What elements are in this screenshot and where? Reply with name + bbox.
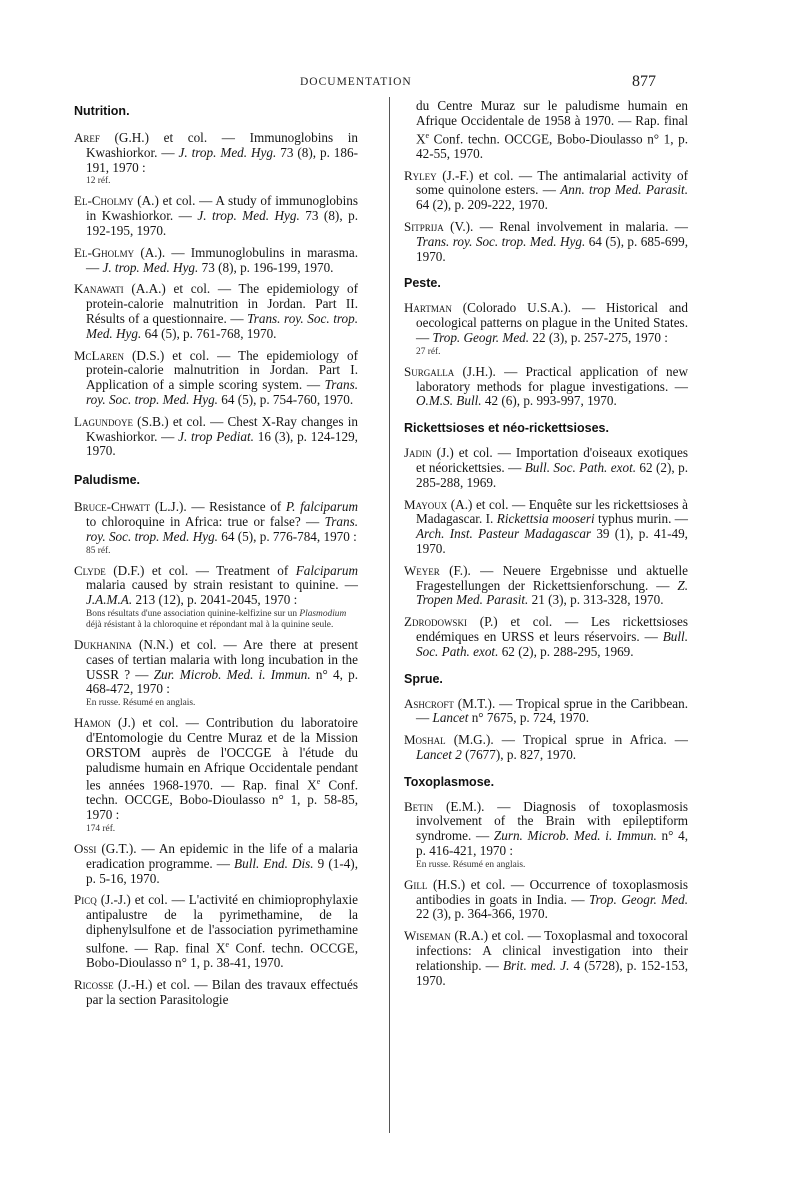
entry-citation: 22 (3), p. 257-275, 1970 :: [529, 329, 668, 345]
entry-journal: Trans. roy. Soc. trop. Med. Hyg.: [416, 233, 586, 249]
bibliography-entry: [404, 169, 688, 213]
peste-entries: [404, 301, 688, 409]
entry-journal: Trans. roy. Soc. trop. Med. Hyg.: [86, 310, 359, 341]
entry-note-italic: Plasmodium: [299, 608, 347, 619]
bibliography-entry: [74, 638, 358, 709]
entry-citation: 73 (8), p. 186-191, 1970 :: [86, 144, 358, 175]
bibliography-entry: [74, 131, 358, 187]
bibliography-entry: [404, 365, 688, 409]
section-heading-paludisme: Paludisme.: [74, 473, 140, 488]
entry-journal: Bull. Soc. Path. exot.: [524, 459, 637, 475]
entry-author: Ryley: [404, 167, 437, 183]
entry-journal: Brit. med. J.: [502, 957, 570, 973]
entry-text: (J.-H.) et col. — Bilan des travaux effectués par la section Parasitologie: [86, 976, 358, 1007]
entry-text: (A.) et col. — A study of immunoglobins in Kwashiorkor. —: [86, 193, 358, 224]
bibliography-entry: [74, 415, 358, 459]
bibliography-entry: [74, 194, 358, 238]
section-heading-toxoplasmose: Toxoplasmose.: [404, 774, 495, 789]
entry-text: (S.B.) et col. — Chest X-Ray changes in Kwashiorkor. —: [86, 413, 358, 444]
bibliography-entry: [404, 800, 688, 871]
entry-journal: J. trop. Med. Hyg.: [178, 144, 277, 160]
bibliography-entry: [74, 842, 358, 886]
entry-citation: 39 (1), p. 41-49, 1970.: [416, 526, 688, 556]
entry-citation: 4 (5728), p. 152-153, 1970.: [416, 957, 688, 988]
entry-note: 174 réf.: [86, 824, 116, 835]
entry-author: Bruce-Chwatt: [74, 499, 151, 515]
entry-citation: (7677), p. 827, 1970.: [461, 746, 577, 762]
entry-author: Hamon: [74, 715, 111, 731]
left-column: [74, 104, 358, 1014]
entry-note-text: Bons résultats d'une association quinine-kelfizine sur un: [86, 608, 300, 619]
entry-author: Dukhanina: [74, 636, 132, 652]
bibliography-entry: [74, 564, 358, 631]
entry-journal: O.M.S. Bull.: [416, 393, 482, 409]
entry-text: typhus murin. —: [594, 511, 688, 527]
entry-citation: 64 (2), p. 209-222, 1970.: [416, 197, 548, 213]
continued-text-a: du Centre Muraz sur le paludisme humain en Afrique Occidentale de 1958 à 1970. — Rap. final X: [416, 98, 688, 146]
entry-author: Hartman: [404, 300, 452, 316]
entry-citation: Conf. techn. OCCGE, Bobo-Dioulasso n° 1, p. 58-85, 1970 :: [86, 777, 359, 823]
entry-text: (E.M.). — Diagnosis of toxoplasmosis involvement of the Brain with epileptiform syndrome. —: [416, 798, 688, 844]
entry-journal: Zurn. Microb. Med. i. Immun.: [493, 828, 657, 844]
entry-text: (J.-F.) et col. — The antimalarial activity of some quinolone esters. —: [416, 167, 688, 198]
entry-author: McLaren: [74, 347, 125, 363]
entry-author: Surgalla: [404, 363, 455, 379]
right-column: [404, 99, 688, 995]
page-number: 877: [632, 73, 656, 90]
entry-citation: Conf. techn. OCCGE, Bobo-Dioulasso n° 1, p. 38-41, 1970.: [86, 940, 358, 971]
bibliography-entry: [404, 301, 688, 357]
entry-journal: Arch. Inst. Pasteur Madagascar: [416, 526, 592, 542]
entry-citation: 73 (8), p. 196-199, 1970.: [198, 259, 334, 275]
entry-note: En russe. Résumé en anglais.: [86, 698, 196, 709]
bibliography-entry: [74, 349, 358, 408]
entry-citation: 42 (6), p. 993-997, 1970.: [481, 393, 617, 409]
entry-journal: Ann. trop Med. Parasit.: [560, 182, 688, 198]
superscript: e: [425, 130, 430, 140]
bibliography-entry: [404, 615, 688, 659]
entry-text: (L.J.). — Resistance of: [150, 499, 286, 515]
entry-author: Betin: [404, 798, 434, 814]
entry-title-italic: Rickettsia mooseri: [496, 511, 595, 527]
column-divider: [389, 97, 390, 1133]
entry-text: to chloroquine in Africa: true or false? —: [86, 513, 325, 529]
entry-text: (J.) et col. — Contribution du laboratoire d'Entomologie du Centre Muraz et de la Mission ORSTOM auprès de l'OCCGE à l'étude du paludisme humain en Afrique Occidentale pendant les années 1968-1970. — Rap. final X: [86, 715, 358, 793]
entry-author: El-Cholmy: [74, 193, 134, 209]
entry-journal: Trans. roy. Soc. trop. Med. Hyg.: [86, 513, 358, 544]
rickettsioses-entries: [404, 446, 688, 659]
entry-journal: Bull. End. Dis.: [234, 855, 314, 871]
entry-text: (J.-J.) et col. — L'activité en chimioprophylaxie antipalustre de la pyrimethamine, de la diphenylsulfone et de l'association pyrimethamine sulfone. — Rap. final X: [86, 892, 358, 956]
entry-author: El-Gholmy: [74, 244, 135, 260]
entry-journal: Trans. roy. Soc. trop. Med. Hyg.: [86, 377, 358, 407]
entry-text: malaria caused by strain resistant to quinine. —: [86, 577, 358, 593]
entry-author: Clyde: [74, 562, 106, 578]
section-heading-peste: Peste.: [404, 276, 441, 291]
entry-note: 27 réf.: [416, 346, 441, 357]
bibliography-entry: [74, 282, 358, 341]
bibliography-entry: [74, 893, 358, 970]
sprue-entries: [404, 697, 688, 763]
entry-citation: 62 (2), p. 288-295, 1969.: [498, 643, 634, 659]
superscript: e: [316, 777, 321, 787]
bibliography-entry: [404, 564, 688, 608]
entry-title-italic: Falciparum: [295, 562, 358, 578]
entry-citation: 213 (12), p. 2041-2045, 1970 :: [132, 592, 298, 608]
entry-citation: 64 (5), p. 761-768, 1970.: [141, 325, 277, 341]
entry-text: (R.A.) et col. — Toxoplasmal and toxocoral infections: A clinical investigation into their relationship. —: [416, 928, 688, 973]
continued-text-b: Conf. techn. OCCGE, Bobo-Dioulasso n° 1, p. 42-55, 1970.: [416, 130, 688, 161]
entry-author: Ossi: [74, 841, 97, 857]
bibliography-entry: [404, 446, 688, 490]
entry-journal: J. trop. Med. Hyg.: [102, 259, 199, 275]
paludisme-entries: [74, 500, 358, 1007]
bibliography-entry: [404, 878, 688, 922]
continued-entry: [404, 99, 688, 162]
entry-text: (D.F.) et col. — Treatment of: [105, 562, 296, 578]
entry-journal: Lancet: [432, 710, 469, 726]
running-header: DOCUMENTATION: [300, 76, 412, 88]
entry-author: Kanawati: [74, 281, 124, 297]
entry-journal: Bull. Soc. Path. exot.: [416, 628, 688, 659]
entry-author: Wiseman: [404, 928, 451, 944]
entry-text: (J.H.). — Practical application of new laboratory methods for plague investigations. —: [416, 363, 688, 394]
entry-author: Ricosse: [74, 976, 114, 992]
entry-text: (A.) et col. — Enquête sur les rickettsioses à Madagascar. I.: [416, 496, 688, 527]
entry-journal: J. trop Pediat.: [178, 428, 254, 444]
entry-author: Jadin: [404, 445, 432, 461]
nutrition-entries: [74, 131, 358, 459]
entry-text: (M.G.). — Tropical sprue in Africa. —: [445, 732, 688, 748]
bibliography-entry: [74, 716, 358, 835]
entry-author: Weyer: [404, 562, 440, 578]
entry-citation: 21 (3), p. 313-328, 1970.: [528, 592, 664, 608]
entry-journal: Z. Tropen Med. Parasit.: [416, 577, 688, 608]
entry-journal: J. trop. Med. Hyg.: [197, 208, 300, 224]
entry-author: Zdrodowski: [404, 614, 467, 630]
entry-author: Lagundoye: [74, 413, 133, 429]
entry-author: Gill: [404, 876, 428, 892]
bibliography-entry: [404, 733, 688, 763]
entry-text: (A.). — Immunoglobulins in marasma. —: [86, 244, 358, 275]
bibliography-entry: [404, 498, 688, 557]
entry-citation: n° 4, p. 468-472, 1970 :: [86, 666, 359, 697]
entry-note-text: déjà résistant à la chloroquine et répondant mal à la quinine seule.: [86, 619, 334, 630]
bibliography-entry: [404, 220, 688, 264]
entry-text: (F.). — Neuere Ergebnisse und aktuelle Fragestellungen der Rickettsienforschung. —: [416, 562, 688, 593]
entry-title-italic: P. falciparum: [285, 499, 358, 515]
entry-text: (P.) et col. — Les rickettsioses endémiques en URSS et leurs réservoirs. —: [416, 614, 688, 644]
bibliography-entry: [404, 929, 688, 988]
entry-citation: 64 (5), p. 776-784, 1970 :: [217, 528, 357, 544]
entry-text: (V.). — Renal involvement in malaria. —: [443, 218, 688, 234]
entry-citation: 22 (3), p. 364-366, 1970.: [416, 906, 548, 922]
entry-text: (N.N.) et col. — Are there at present cases of tertian malaria with long incubation in the USSR ? —: [86, 636, 358, 682]
entry-note: [86, 609, 358, 631]
section-heading-nutrition: Nutrition.: [74, 104, 130, 118]
entry-citation: n° 7675, p. 724, 1970.: [468, 710, 590, 726]
section-heading-sprue: Sprue.: [404, 671, 443, 686]
entry-journal: Lancet 2: [416, 746, 462, 762]
entry-journal: Zur. Microb. Med. i. Immun.: [153, 666, 311, 682]
bibliography-entry: [74, 500, 358, 556]
entry-text: (A.A.) et col. — The epidemiology of protein-calorie malnutrition in Jordan. Part II. Résults of a questionnaire. —: [86, 281, 358, 326]
entry-text: (H.S.) et col. — Occurrence of toxoplasmosis antibodies in goats in India. —: [416, 876, 688, 907]
entry-note: 85 réf.: [86, 545, 111, 556]
entry-citation: 9 (1-4), p. 5-16, 1970.: [86, 855, 358, 886]
entry-author: Ashcroft: [404, 695, 454, 711]
entry-text: (Colorado U.S.A.). — Historical and oecological patterns on plague in the United States. —: [416, 300, 688, 345]
section-heading-rickettsioses: Rickettsioses et néo-rickettsioses.: [404, 421, 609, 436]
entry-citation: 73 (8), p. 192-195, 1970.: [86, 208, 358, 238]
paludisme-continued-entries: [404, 169, 688, 265]
entry-citation: 64 (5), p. 685-699, 1970.: [416, 233, 688, 264]
toxoplasmose-entries: [404, 800, 688, 989]
entry-text: (M.T.). — Tropical sprue in the Caribbean. —: [416, 695, 688, 726]
entry-journal: J.A.M.A.: [86, 592, 133, 608]
entry-citation: 62 (2), p. 285-288, 1969.: [416, 459, 688, 490]
entry-author: Moshal: [404, 732, 446, 748]
bibliography-entry: [74, 246, 358, 276]
entry-text: (J.) et col. — Importation d'oiseaux exotiques et néorickettsies. —: [416, 445, 688, 475]
entry-text: (G.H.) et col. — Immunoglobins in Kwashiorkor. —: [86, 130, 358, 160]
bibliography-entry: [404, 697, 688, 727]
entry-author: Aref: [74, 130, 100, 145]
entry-author: Mayoux: [404, 496, 448, 512]
entry-author: Sitprija: [404, 218, 444, 234]
entry-note: En russe. Résumé en anglais.: [416, 859, 526, 870]
bibliography-entry: [74, 978, 358, 1008]
entry-text: (D.S.) et col. — The epidemiology of protein-calorie malnutrition in Jordan. Part I. Application of a simple scoring system. —: [86, 347, 358, 393]
entry-journal: Trop. Geogr. Med.: [432, 329, 530, 345]
entry-citation: 16 (3), p. 124-129, 1970.: [86, 428, 358, 459]
entry-note: 12 réf.: [86, 176, 111, 187]
entry-text: (G.T.). — An epidemic in the life of a malaria eradication programme. —: [86, 841, 358, 871]
entry-citation: n° 4, p. 416-421, 1970 :: [416, 828, 689, 859]
superscript: e: [225, 939, 230, 949]
entry-journal: Trop. Geogr. Med.: [589, 891, 689, 907]
entry-author: Picq: [74, 892, 97, 908]
entry-citation: 64 (5), p. 754-760, 1970.: [217, 391, 354, 407]
